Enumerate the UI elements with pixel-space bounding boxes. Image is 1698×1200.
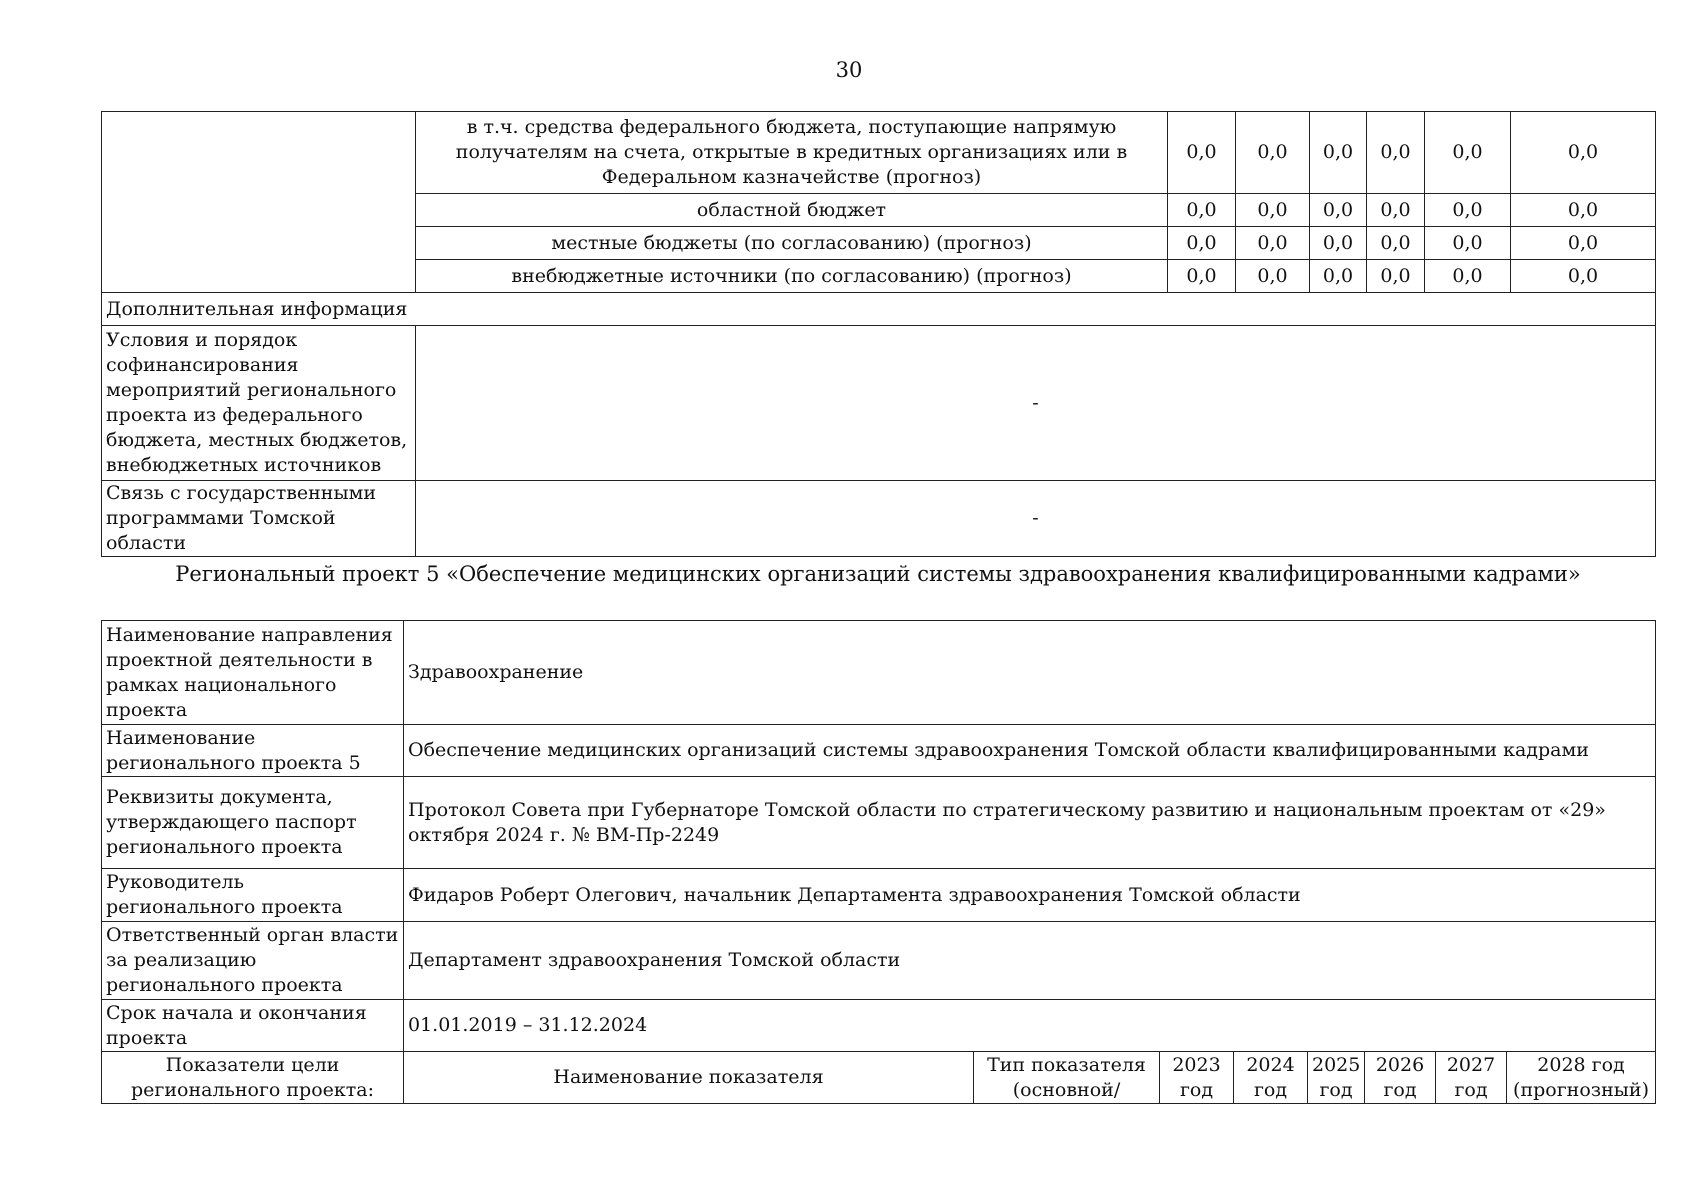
passport-row xyxy=(102,922,1656,1000)
cofinancing-row xyxy=(102,326,1656,481)
indicators-header-row xyxy=(102,1052,1656,1104)
finance-value: 0,0 xyxy=(1367,260,1425,293)
finance-value: 0,0 xyxy=(1511,194,1656,227)
finance-value: 0,0 xyxy=(1367,194,1425,227)
finance-value: 0,0 xyxy=(1236,227,1310,260)
finance-value: 0,0 xyxy=(1168,194,1236,227)
passport-label: Ответственный орган власти за реализацию регионального проекта xyxy=(102,922,404,1000)
year-header: 2025 год xyxy=(1308,1052,1365,1104)
passport-label: Реквизиты документа, утверждающего паспорт регионального проекта xyxy=(102,777,404,869)
finance-row-label: в т.ч. средства федерального бюджета, поступающие напрямую получателям на счета, открытые в кредитных организациях или в Федеральном казначействе (прогноз) xyxy=(416,112,1168,194)
additional-info-row xyxy=(102,293,1656,326)
finance-row-label: внебюджетные источники (по согласованию) (прогноз) xyxy=(416,260,1168,293)
passport-label: Срок начала и окончания проекта xyxy=(102,1000,404,1052)
finance-value: 0,0 xyxy=(1236,112,1310,194)
page-number: 30 xyxy=(835,58,863,82)
programs-value: - xyxy=(416,481,1656,557)
finance-value: 0,0 xyxy=(1367,227,1425,260)
indicator-name-header: Наименование показателя xyxy=(404,1052,974,1104)
passport-value: Департамент здравоохранения Томской области xyxy=(404,922,1656,1000)
passport-label: Наименование направления проектной деятельности в рамках национального проекта xyxy=(102,621,404,725)
passport-label: Руководитель регионального проекта xyxy=(102,869,404,922)
section-heading: Региональный проект 5 «Обеспечение медицинских организаций системы здравоохранения квалифицированными кадрами» xyxy=(175,562,1581,586)
finance-row-label: областной бюджет xyxy=(416,194,1168,227)
finance-table xyxy=(101,111,1656,557)
finance-value: 0,0 xyxy=(1168,227,1236,260)
year-header: 2026 год xyxy=(1365,1052,1436,1104)
passport-row xyxy=(102,869,1656,922)
finance-row-label: местные бюджеты (по согласованию) (прогноз) xyxy=(416,227,1168,260)
cofinancing-label: Условия и порядок софинансирования мероприятий регионального проекта из федерального бюджета, местных бюджетов, внебюджетных источников xyxy=(102,326,416,481)
finance-value: 0,0 xyxy=(1168,112,1236,194)
finance-value: 0,0 xyxy=(1511,227,1656,260)
indicator-type-header: Тип показателя (основной/ xyxy=(974,1052,1160,1104)
finance-value: 0,0 xyxy=(1310,194,1367,227)
indicators-goal-header: Показатели цели регионального проекта: xyxy=(102,1052,404,1104)
finance-value: 0,0 xyxy=(1310,260,1367,293)
passport-label: Наименование регионального проекта 5 xyxy=(102,725,404,777)
finance-row xyxy=(102,112,1656,194)
passport-row xyxy=(102,777,1656,869)
finance-value: 0,0 xyxy=(1168,260,1236,293)
finance-blank-cell xyxy=(102,112,416,293)
passport-table xyxy=(101,620,1656,1104)
programs-label: Связь с государственными программами Томской области xyxy=(102,481,416,557)
passport-row xyxy=(102,1000,1656,1052)
passport-row xyxy=(102,621,1656,725)
year-header: 2024 год xyxy=(1234,1052,1308,1104)
finance-value: 0,0 xyxy=(1425,227,1511,260)
year-header: 2027 год xyxy=(1436,1052,1507,1104)
finance-value: 0,0 xyxy=(1367,112,1425,194)
year-header: 2023 год xyxy=(1160,1052,1234,1104)
finance-value: 0,0 xyxy=(1310,112,1367,194)
finance-value: 0,0 xyxy=(1425,112,1511,194)
finance-value: 0,0 xyxy=(1310,227,1367,260)
passport-value: 01.01.2019 – 31.12.2024 xyxy=(404,1000,1656,1052)
finance-value: 0,0 xyxy=(1511,260,1656,293)
passport-row xyxy=(102,725,1656,777)
passport-value: Обеспечение медицинских организаций системы здравоохранения Томской области квалифицированными кадрами xyxy=(404,725,1656,777)
finance-value: 0,0 xyxy=(1511,112,1656,194)
finance-value: 0,0 xyxy=(1236,260,1310,293)
finance-value: 0,0 xyxy=(1425,194,1511,227)
finance-value: 0,0 xyxy=(1236,194,1310,227)
programs-row xyxy=(102,481,1656,557)
passport-value: Протокол Совета при Губернаторе Томской области по стратегическому развитию и национальным проектам от «29» октября 2024 г. № ВМ-Пр-2249 xyxy=(404,777,1656,869)
additional-info-label: Дополнительная информация xyxy=(102,293,1656,326)
passport-value: Здравоохранение xyxy=(404,621,1656,725)
cofinancing-value: - xyxy=(416,326,1656,481)
finance-value: 0,0 xyxy=(1425,260,1511,293)
year-header: 2028 год (прогнозный) xyxy=(1507,1052,1656,1104)
passport-value: Фидаров Роберт Олегович, начальник Департамента здравоохранения Томской области xyxy=(404,869,1656,922)
